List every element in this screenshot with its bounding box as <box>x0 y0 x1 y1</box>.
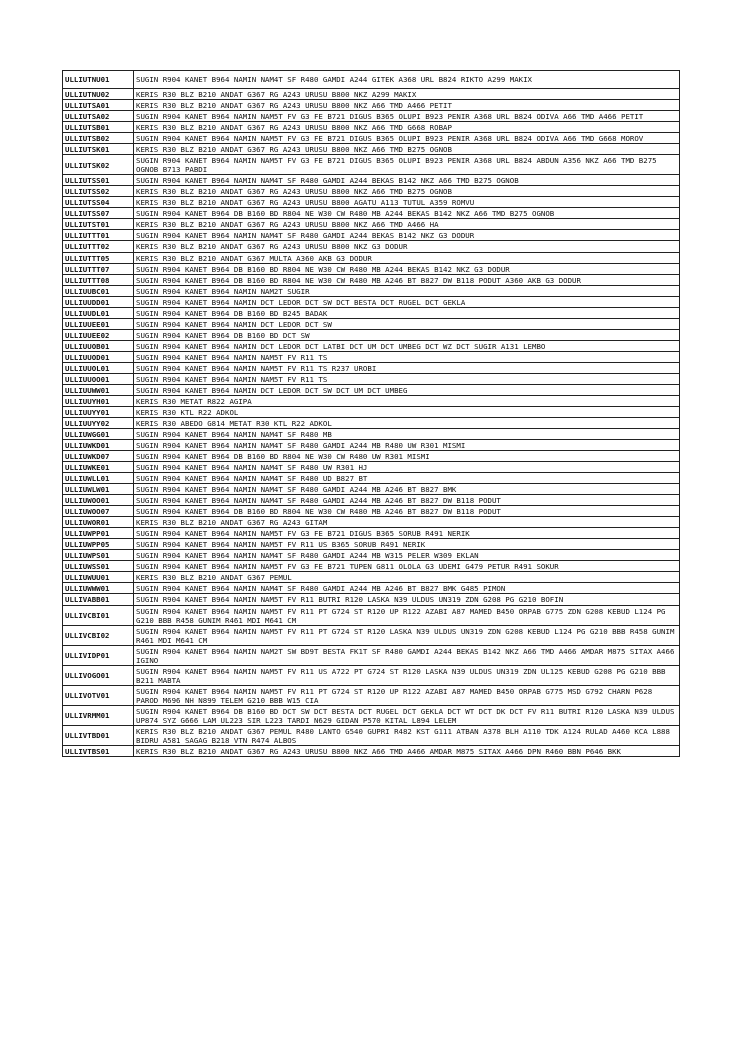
route-code-cell: ULLIVOTV01 <box>63 685 134 705</box>
table-row <box>63 133 680 144</box>
route-code-cell: ULLIVABB01 <box>63 594 134 605</box>
route-code-cell: ULLIVTBD01 <box>63 725 134 745</box>
route-code-cell: ULLIUTSS02 <box>63 186 134 197</box>
route-description-cell: SUGIN R904 KANET B964 NAMIN NAM5T FV G3 FE B721 DIGUS B365 OLUPI B923 PENIR A368 URL B824 ABDUN A356 NKZ A66 TMD B275 OGNOB B713 PABDI <box>134 155 680 175</box>
route-code-cell: ULLIUTTT07 <box>63 263 134 274</box>
table-row <box>63 462 680 473</box>
table-row <box>63 362 680 373</box>
route-description-cell: SUGIN R904 KANET B964 NAMIN NAM5T FV G3 FE B721 DIGUS B365 OLUPI B923 PENIR A368 URL B824 ODIVA A66 TMD G668 MOROV <box>134 133 680 144</box>
route-description-cell: SUGIN R904 KANET B964 NAMIN NAM5T FV R11 BUTRI R120 LASKA N39 ULDUS UN319 ZDN G208 PG G210 BOFIN <box>134 594 680 605</box>
route-code-cell: ULLIUUOB01 <box>63 340 134 351</box>
route-code-cell: ULLIUWSS01 <box>63 561 134 572</box>
route-description-cell: SUGIN R904 KANET B964 NAMIN DCT LEDOR DCT SW DCT BESTA DCT RUGEL DCT GEKLA <box>134 296 680 307</box>
route-description-cell: SUGIN R904 KANET B964 NAMIN NAM5T FV R11 TS <box>134 373 680 384</box>
route-code-cell: ULLIUTNU01 <box>63 71 134 89</box>
route-description-cell: SUGIN R904 KANET B964 NAMIN NAM4T SF R480 GAMDI A244 BEKAS B142 NKZ A66 TMD B275 OGNOB <box>134 175 680 186</box>
route-description-cell: SUGIN R904 KANET B964 DB B160 BD DCT SW <box>134 329 680 340</box>
table-row <box>63 473 680 484</box>
route-code-cell: ULLIUUYH01 <box>63 395 134 406</box>
table-row <box>63 550 680 561</box>
route-table-body <box>63 71 680 757</box>
table-row <box>63 605 680 625</box>
route-description-cell: SUGIN R904 KANET B964 NAMIN NAM5T FV R11 PT G724 ST R120 UP R122 AZABI A87 MAMED B450 ORPAB G775 ZDN G208 KEBUD L124 PG G210 BBB R458 GUNIM R461 MDI M641 CM <box>134 605 680 625</box>
route-code-cell: ULLIVIDP01 <box>63 645 134 665</box>
route-description-cell: KERIS R30 BLZ B210 ANDAT G367 RG A243 URUSU B800 NKZ G3 DODUR <box>134 241 680 252</box>
table-row <box>63 263 680 274</box>
route-code-cell: ULLIUTSA02 <box>63 111 134 122</box>
route-description-cell: KERIS R30 BLZ B210 ANDAT G367 PEMUL <box>134 572 680 583</box>
table-row <box>63 252 680 263</box>
route-code-cell: ULLIUTNU02 <box>63 89 134 100</box>
table-row <box>63 340 680 351</box>
route-code-cell: ULLIUUOO01 <box>63 373 134 384</box>
route-description-cell: SUGIN R904 KANET B964 NAMIN NAM4T SF R480 MB <box>134 429 680 440</box>
route-description-cell: SUGIN R904 KANET B964 NAMIN DCT LEDOR DCT SW <box>134 318 680 329</box>
table-row <box>63 645 680 665</box>
table-row <box>63 539 680 550</box>
table-row <box>63 307 680 318</box>
table-row <box>63 318 680 329</box>
table-row <box>63 665 680 685</box>
route-code-cell: ULLIUWPS01 <box>63 550 134 561</box>
table-row <box>63 594 680 605</box>
route-code-cell: ULLIUUDL01 <box>63 307 134 318</box>
table-row <box>63 100 680 111</box>
route-description-cell: SUGIN R904 KANET B964 DB B160 BD R804 NE W30 CW R480 MB A244 BEKAS B142 NKZ G3 DODUR <box>134 263 680 274</box>
route-code-cell: ULLIUTSS04 <box>63 197 134 208</box>
table-row <box>63 451 680 462</box>
table-row <box>63 241 680 252</box>
route-description-cell: SUGIN R904 KANET B964 NAMIN NAM5T FV R11 PT G724 ST R120 UP R122 AZABI A87 MAMED B450 ORPAB G775 MSD G792 CHARN P628 PAROD M696 NH N899 TELEM G210 BBB W15 CIA <box>134 685 680 705</box>
route-description-cell: SUGIN R904 KANET B964 NAMIN NAM4T SF R480 GAMDI A244 MB A246 BT B827 DW B118 PODUT <box>134 495 680 506</box>
route-code-cell: ULLIUUOD01 <box>63 351 134 362</box>
route-description-cell: SUGIN R904 KANET B964 DB B160 BD R804 NE W30 CW R480 MB A246 BT B827 DW B118 PODUT A360 AKB G3 DODUR <box>134 274 680 285</box>
table-row <box>63 395 680 406</box>
route-code-cell: ULLIUTSA01 <box>63 100 134 111</box>
route-code-cell: ULLIUUEE01 <box>63 318 134 329</box>
route-description-cell: SUGIN R904 KANET B964 NAMIN NAM5T FV R11 US B365 SORUB R491 NERIK <box>134 539 680 550</box>
route-code-cell: ULLIVCBI02 <box>63 625 134 645</box>
route-code-cell: ULLIUTSB02 <box>63 133 134 144</box>
route-description-cell: KERIS R30 KTL R22 ADKOL <box>134 406 680 417</box>
route-code-cell: ULLIUUYY02 <box>63 417 134 428</box>
route-description-cell: SUGIN R904 KANET B964 NAMIN NAM5T FV R11 US A722 PT G724 ST R120 LASKA N39 ULDUS UN319 ZDN UL125 KEBUD G208 PG G210 BBB B211 MABTA <box>134 665 680 685</box>
route-description-cell: SUGIN R904 KANET B964 NAMIN NAM5T FV G3 FE B721 DIGUS B365 SORUB R491 NERIK <box>134 528 680 539</box>
table-row <box>63 89 680 100</box>
route-description-cell: SUGIN R904 KANET B964 NAMIN NAM4T SF R480 GAMDI A244 MB W315 PELER W309 EKLAN <box>134 550 680 561</box>
route-description-cell: KERIS R30 BLZ B210 ANDAT G367 RG A243 URUSU B800 NKZ A66 TMD A466 HA <box>134 219 680 230</box>
route-description-cell: KERIS R30 BLZ B210 ANDAT G367 RG A243 URUSU B800 NKZ A66 TMD B275 OGNOB <box>134 186 680 197</box>
route-code-cell: ULLIUUBC01 <box>63 285 134 296</box>
table-row <box>63 111 680 122</box>
route-description-cell: SUGIN R904 KANET B964 DB B160 BD B245 BADAK <box>134 307 680 318</box>
route-code-cell: ULLIUWLW01 <box>63 484 134 495</box>
route-code-cell: ULLIUUYY01 <box>63 406 134 417</box>
table-row <box>63 625 680 645</box>
table-row <box>63 506 680 517</box>
table-row <box>63 429 680 440</box>
route-description-cell: SUGIN R904 KANET B964 DB B160 BD R804 NE W30 CW R480 MB A244 BEKAS B142 NKZ A66 TMD B275 OGNOB <box>134 208 680 219</box>
table-row <box>63 417 680 428</box>
table-row <box>63 583 680 594</box>
table-row <box>63 725 680 745</box>
route-code-cell: ULLIUWKD07 <box>63 451 134 462</box>
table-row <box>63 561 680 572</box>
route-description-cell: SUGIN R904 KANET B964 NAMIN NAM5T FV G3 FE B721 TUPEN G811 OLOLA G3 UDEMI G479 PETUR R491 SOKUR <box>134 561 680 572</box>
route-description-cell: KERIS R30 BLZ B210 ANDAT G367 RG A243 URUSU B800 NKZ A66 TMD A466 PETIT <box>134 100 680 111</box>
table-row <box>63 440 680 451</box>
route-description-cell: KERIS R30 BLZ B210 ANDAT G367 RG A243 URUSU B800 NKZ A66 TMD B275 OGNOB <box>134 144 680 155</box>
route-code-cell: ULLIUWUU01 <box>63 572 134 583</box>
table-row <box>63 384 680 395</box>
route-code-cell: ULLIUWPP05 <box>63 539 134 550</box>
route-code-cell: ULLIVOGO01 <box>63 665 134 685</box>
route-code-cell: ULLIVCBI01 <box>63 605 134 625</box>
route-description-cell: SUGIN R904 KANET B964 DB B160 BD R804 NE W30 CW R480 MB A246 BT B827 DW B118 PODUT <box>134 506 680 517</box>
route-code-cell: ULLIUTTT01 <box>63 230 134 241</box>
route-code-cell: ULLIUTTT05 <box>63 252 134 263</box>
table-row <box>63 186 680 197</box>
route-code-cell: ULLIUTSB01 <box>63 122 134 133</box>
table-row <box>63 144 680 155</box>
route-description-cell: SUGIN R904 KANET B964 NAMIN NAM4T SF R480 UW R301 HJ <box>134 462 680 473</box>
table-row <box>63 572 680 583</box>
table-row <box>63 373 680 384</box>
route-description-cell: KERIS R30 BLZ B210 ANDAT G367 RG A243 URUSU B800 AGATU A113 TUTUL A359 ROMVU <box>134 197 680 208</box>
route-code-cell: ULLIUUWW01 <box>63 384 134 395</box>
route-code-cell: ULLIUUDD01 <box>63 296 134 307</box>
route-code-cell: ULLIUWOO01 <box>63 495 134 506</box>
table-row <box>63 705 680 725</box>
route-code-cell: ULLIVRMM01 <box>63 705 134 725</box>
route-description-cell: SUGIN R904 KANET B964 NAMIN NAM5T FV R11 TS R237 UROBI <box>134 362 680 373</box>
route-code-cell: ULLIUWLL01 <box>63 473 134 484</box>
table-row <box>63 197 680 208</box>
route-description-cell: KERIS R30 BLZ B210 ANDAT G367 MULTA A360 AKB G3 DODUR <box>134 252 680 263</box>
route-description-cell: SUGIN R904 KANET B964 NAMIN NAM2T SUGIR <box>134 285 680 296</box>
route-code-cell: ULLIUWGG01 <box>63 429 134 440</box>
table-row <box>63 296 680 307</box>
table-row <box>63 406 680 417</box>
route-code-cell: ULLIUUOL01 <box>63 362 134 373</box>
route-code-cell: ULLIUTTT02 <box>63 241 134 252</box>
route-description-cell: KERIS R30 BLZ B210 ANDAT G367 PEMUL R480 LANTO G540 GUPRI R482 KST G111 ATBAN A378 BLH A110 TDK A124 RULAD A460 KCA L888 BIDRU A581 SAGAG B218 VTN R474 ALBOS <box>134 725 680 745</box>
route-code-cell: ULLIUWKE01 <box>63 462 134 473</box>
route-code-cell: ULLIVTBS01 <box>63 745 134 756</box>
route-code-cell: ULLIUTSK01 <box>63 144 134 155</box>
route-description-cell: SUGIN R904 KANET B964 NAMIN NAM4T SF R480 GAMDI A244 GITEK A368 URL B824 RIKTO A299 MAKIX <box>134 71 680 89</box>
route-description-cell: SUGIN R904 KANET B964 NAMIN DCT LEDOR DCT LATBI DCT UM DCT UMBEG DCT WZ DCT SUGIR A131 LEMBO <box>134 340 680 351</box>
route-code-cell: ULLIUWWW01 <box>63 583 134 594</box>
route-description-cell: SUGIN R904 KANET B964 NAMIN NAM4T SF R480 UD B827 BT <box>134 473 680 484</box>
route-description-cell: KERIS R30 BLZ B210 ANDAT G367 RG A243 URUSU B800 NKZ A299 MAKIX <box>134 89 680 100</box>
route-description-cell: SUGIN R904 KANET B964 NAMIN NAM5T FV R11 PT G724 ST R120 LASKA N39 ULDUS UN319 ZDN G208 KEBUD L124 PG G210 BBB R458 GUNIM R461 MDI M641 CM <box>134 625 680 645</box>
table-row <box>63 219 680 230</box>
table-row <box>63 274 680 285</box>
table-row <box>63 685 680 705</box>
route-description-cell: SUGIN R904 KANET B964 NAMIN NAM4T SF R480 GAMDI A244 MB A246 BT B827 BMK G485 PIMON <box>134 583 680 594</box>
route-description-cell: SUGIN R904 KANET B964 DB B160 BD R804 NE W30 CW R480 UW R301 MISMI <box>134 451 680 462</box>
table-row <box>63 175 680 186</box>
route-description-cell: KERIS R30 BLZ B210 ANDAT G367 RG A243 GITAM <box>134 517 680 528</box>
route-description-cell: KERIS R30 BLZ B210 ANDAT G367 RG A243 URUSU B800 NKZ A66 TMD G668 ROBAP <box>134 122 680 133</box>
route-description-cell: KERIS R30 BLZ B210 ANDAT G367 RG A243 URUSU B800 NKZ A66 TMD A466 AMDAR M875 SITAX A466 DPN R460 BBN P646 BKK <box>134 745 680 756</box>
table-row <box>63 745 680 756</box>
route-code-cell: ULLIUWOO07 <box>63 506 134 517</box>
route-description-cell: KERIS R30 ABEDO G814 METAT R30 KTL R22 ADKOL <box>134 417 680 428</box>
route-description-cell: SUGIN R904 KANET B964 NAMIN NAM4T SF R480 GAMDI A244 BEKAS B142 NKZ G3 DODUR <box>134 230 680 241</box>
route-code-cell: ULLIUTSK02 <box>63 155 134 175</box>
route-code-cell: ULLIUWOR01 <box>63 517 134 528</box>
table-row <box>63 528 680 539</box>
table-row <box>63 351 680 362</box>
route-description-cell: SUGIN R904 KANET B964 NAMIN NAM2T SW BD9T BESTA FK1T SF R480 GAMDI A244 BEKAS B142 NKZ A66 TMD A466 AMDAR M875 SITAX A466 IGINO <box>134 645 680 665</box>
route-description-cell: SUGIN R904 KANET B964 DB B160 BD DCT SW DCT BESTA DCT RUGEL DCT GEKLA DCT WT DCT DK DCT FV R11 BUTRI R120 LASKA N39 ULDUS UP874 SYZ G666 LAM UL223 SIR L223 TARDI N629 GIDAN P570 KITAL L894 LELEM <box>134 705 680 725</box>
table-row <box>63 122 680 133</box>
table-row <box>63 71 680 89</box>
table-row <box>63 155 680 175</box>
route-description-cell: SUGIN R904 KANET B964 NAMIN NAM5T FV R11 TS <box>134 351 680 362</box>
route-description-cell: KERIS R30 METAT R822 AGIPA <box>134 395 680 406</box>
route-description-cell: SUGIN R904 KANET B964 NAMIN DCT LEDOR DCT SW DCT UM DCT UMBEG <box>134 384 680 395</box>
route-table <box>62 70 680 757</box>
route-description-cell: SUGIN R904 KANET B964 NAMIN NAM4T SF R480 GAMDI A244 MB R480 UW R301 MISMI <box>134 440 680 451</box>
route-code-cell: ULLIUWPP01 <box>63 528 134 539</box>
route-code-cell: ULLIUTTT08 <box>63 274 134 285</box>
table-row <box>63 208 680 219</box>
route-code-cell: ULLIUTSS07 <box>63 208 134 219</box>
route-code-cell: ULLIUTST01 <box>63 219 134 230</box>
table-row <box>63 517 680 528</box>
route-code-cell: ULLIUWKD01 <box>63 440 134 451</box>
route-code-cell: ULLIUUEE02 <box>63 329 134 340</box>
table-row <box>63 230 680 241</box>
route-code-cell: ULLIUTSS01 <box>63 175 134 186</box>
table-row <box>63 285 680 296</box>
route-description-cell: SUGIN R904 KANET B964 NAMIN NAM4T SF R480 GAMDI A244 MB A246 BT B827 BMK <box>134 484 680 495</box>
table-row <box>63 484 680 495</box>
route-description-cell: SUGIN R904 KANET B964 NAMIN NAM5T FV G3 FE B721 DIGUS B365 OLUPI B923 PENIR A368 URL B824 ODIVA A66 TMD A466 PETIT <box>134 111 680 122</box>
table-row <box>63 495 680 506</box>
table-row <box>63 329 680 340</box>
